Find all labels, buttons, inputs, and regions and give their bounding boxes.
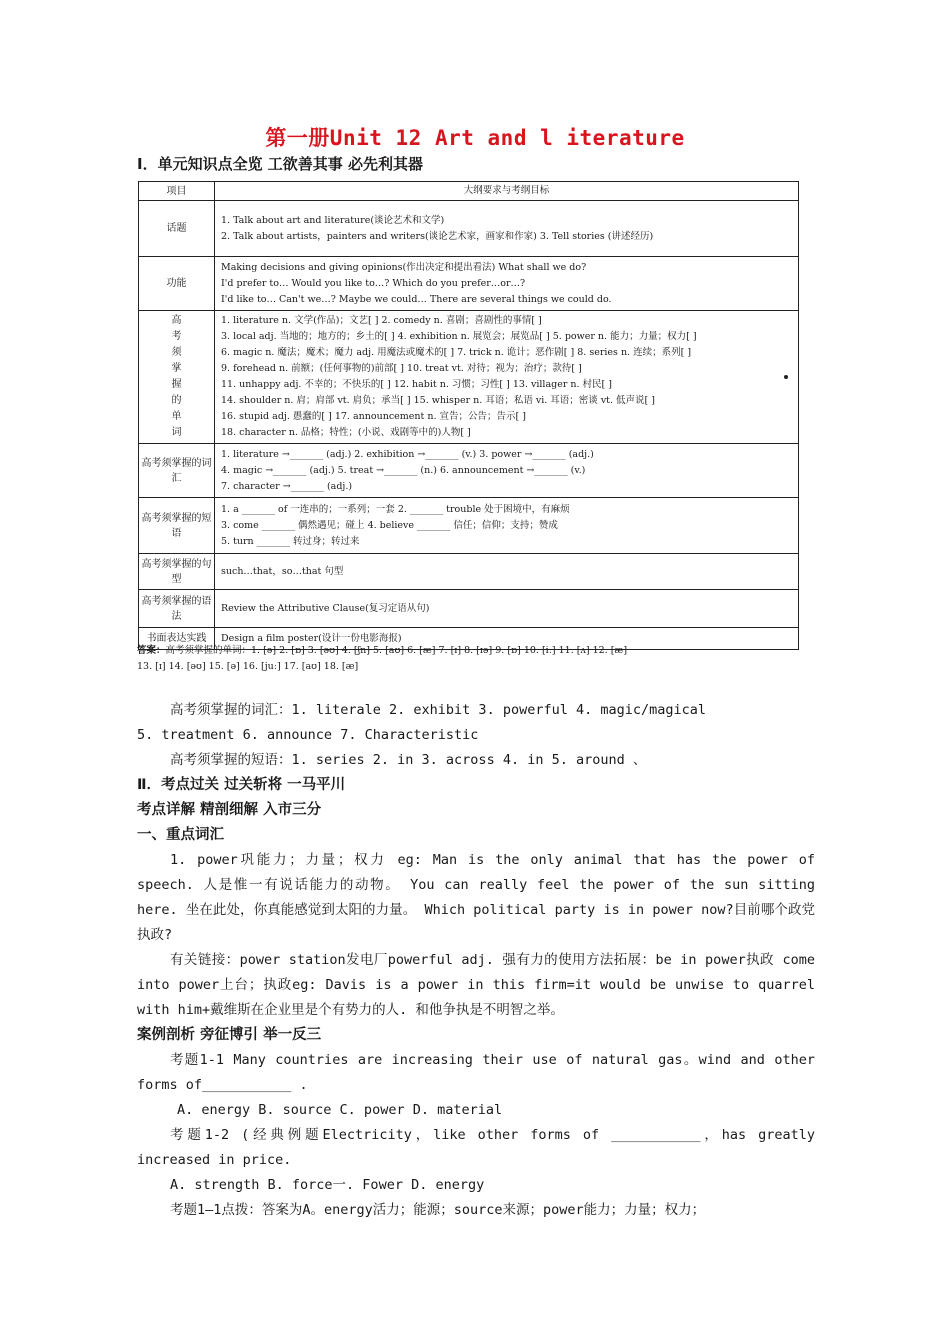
- table-row: [139, 590, 799, 628]
- answer-text: 高考须掌握的单词：1. [ə] 2. [ɒ] 3. [əʊ] 4. [ʃn] 5. [aʊ] 6. [æ] 7. [ɪ] 8. [ɪə] 9. [ɒ] 10. [iː] 11. [ʌ] 12. [æ]: [165, 645, 628, 656]
- row-content: [215, 311, 799, 444]
- answer-key: [137, 643, 787, 675]
- row-label-vertical: 高 考 须 掌 握 的 单 词: [139, 311, 215, 444]
- table-header-row: [139, 182, 799, 201]
- answer-line-2: 13. [ɪ] 14. [əʊ] 15. [ə] 16. [juː] 17. [aʊ] 18. [æ]: [137, 661, 359, 672]
- table-row: [139, 257, 799, 311]
- row-line: 1. literature →_______ (adj.) 2. exhibition →_______ (v.) 3. power →_______ (adj.): [221, 448, 594, 460]
- row-line: 7. character →_______ (adj.): [221, 480, 353, 492]
- row-line: 4. magic →_______ (adj.) 5. treat →_______ (n.) 6. announcement →_______ (v.): [221, 464, 586, 476]
- row-line: 1. Talk about art and literature(谈论艺术和文学): [221, 214, 445, 226]
- vocab-answer-line: 5. treatment 6. announce 7. Characteristic: [137, 727, 479, 743]
- row-line: 18. character n. 品格；特性；(小说、戏剧等中的)人物[ ]: [221, 427, 471, 438]
- row-line: 16. stupid adj. 愚蠢的[ ] 17. announcement n. 宣告；公告；告示[ ]: [221, 411, 526, 422]
- question-1-1-options: A. energy B. source C. power D. material: [177, 1102, 503, 1118]
- row-line: 1. a _______ of 一连串的；一系列；一套 2. _______ trouble 处于困境中，有麻烦: [221, 503, 570, 515]
- row-label: 功能: [139, 257, 215, 311]
- row-content: [215, 498, 799, 554]
- row-content: such…that，so…that 句型: [215, 554, 799, 590]
- related-links-paragraph: 有关链接：power station发电厂powerful adj. 强有力的使用方法拓展：be in power执政 come into power上台；执政eg: Davis is a power in this firm=it would be unwise to quarrel with him+戴维斯在企业里是个有势力的人. 和他争执是不明智之举。: [137, 952, 815, 1018]
- row-line: 2. Talk about artists，painters and writers(谈论艺术家，画家和作家) 3. Tell stories (讲述经历): [221, 230, 654, 242]
- document-body: [137, 698, 815, 1223]
- row-line: 11. unhappy adj. 不幸的；不快乐的[ ] 12. habit n. 习惯；习性[ ] 13. villager n. 村民[ ]: [221, 379, 612, 390]
- row-line: 14. shoulder n. 肩；肩部 vt. 肩负；承当[ ] 15. whisper n. 耳语；私语 vi. 耳语；密谈 vt. 低声说[ ]: [221, 395, 655, 406]
- syllabus-table: [138, 181, 799, 650]
- row-label: 高考须掌握的句型: [139, 554, 215, 590]
- row-content: [215, 201, 799, 257]
- row-line: 1. literature n. 文学(作品)；文艺[ ] 2. comedy n. 喜剧；喜剧性的事情[ ]: [221, 315, 542, 326]
- row-label: 高考须掌握的语法: [139, 590, 215, 628]
- row-content: [215, 444, 799, 498]
- header-item: 项目: [139, 182, 215, 201]
- vocab-heading: 一、重点词汇: [137, 827, 224, 843]
- table-row: [139, 554, 799, 590]
- power-paragraph: 1. power巩能力；力量；权力 eg: Man is the only animal that has the power of speech. 人是惟一有说话能力的动物。 You can really feel the power of the sun sitting here. 坐在此处，你真能感觉到太阳的力量。 Which political party is in power now?目前哪个政党执政?: [137, 852, 815, 943]
- row-line: 5. turn _______ 转过身；转过来: [221, 535, 360, 547]
- document-title: 第一册Unit 12 Art and l iterature: [265, 126, 685, 150]
- row-label: 高考须掌握的短语: [139, 498, 215, 554]
- row-line: 3. come _______ 偶然遇见；碰上 4. believe _______ 信任；信仰；支持；赞成: [221, 519, 558, 531]
- row-content: Design a film poster(设计一份电影海报): [215, 628, 799, 650]
- section-2-heading: Ⅱ．考点过关 过关斩将 一马平川: [137, 777, 346, 793]
- case-heading: 案例剖析 旁征博引 举一反三: [137, 1027, 322, 1043]
- answer-label: 答案：: [137, 645, 166, 656]
- stray-dot: [784, 375, 788, 379]
- phrase-answer: 高考须掌握的短语：1. series 2. in 3. across 4. in 5. around 、: [170, 752, 647, 768]
- question-1-2: 考题1-2 (经典例题Electricity，like other forms of ___________，has greatly increased in price.: [137, 1127, 815, 1168]
- row-line: 6. magic n. 魔法；魔术；魔力 adj. 用魔法或魔术的[ ] 7. trick n. 诡计；恶作剧[ ] 8. series n. 连续；系列[ ]: [221, 347, 692, 358]
- question-1-1: 考题1-1 Many countries are increasing their use of natural gas。wind and other forms of___________ .: [137, 1052, 815, 1093]
- row-content: Review the Attributive Clause(复习定语从句): [215, 590, 799, 628]
- row-label: 书面表达实践: [139, 628, 215, 650]
- row-label: 话题: [139, 201, 215, 257]
- vocab-answer-line: 高考须掌握的词汇：1. literale 2. exhibit 3. powerful 4. magic/magical: [170, 702, 707, 718]
- table-row: [139, 201, 799, 257]
- section-1-heading: I．单元知识点全览 工欲善其事 必先利其器: [137, 155, 424, 173]
- question-1-1-hint: 考题1—1点拨：答案为A。energy活力；能源；source来源；power能力；力量；权力；: [170, 1202, 706, 1218]
- row-line: 3. local adj. 当地的；地方的；乡土的[ ] 4. exhibition n. 展览会；展览品[ ] 5. power n. 能力；力量；权力[ ]: [221, 331, 697, 342]
- row-label: 高考须掌握的词汇: [139, 444, 215, 498]
- question-1-2-options: A. strength B. force一. Fower D. energy: [170, 1177, 485, 1193]
- header-requirements: 大纲要求与考纲目标: [215, 182, 799, 201]
- row-line: Making decisions and giving opinions(作出决定和提出看法) What shall we do?: [221, 261, 587, 273]
- row-line: I'd prefer to… Would you like to…? Which do you prefer…or…?: [221, 277, 526, 289]
- row-content: [215, 257, 799, 311]
- row-line: 9. forehead n. 前额；(任何事物的)前部[ ] 10. treat vt. 对待；视为；治疗；款待[ ]: [221, 363, 582, 374]
- answer-line-1: [137, 643, 787, 659]
- table-row: [139, 498, 799, 554]
- table-row: [139, 311, 799, 444]
- row-line: I'd like to… Can't we…? Maybe we could… There are several things we could do.: [221, 293, 612, 305]
- detail-heading: 考点详解 精剖细解 入市三分: [137, 802, 322, 818]
- table-row: [139, 444, 799, 498]
